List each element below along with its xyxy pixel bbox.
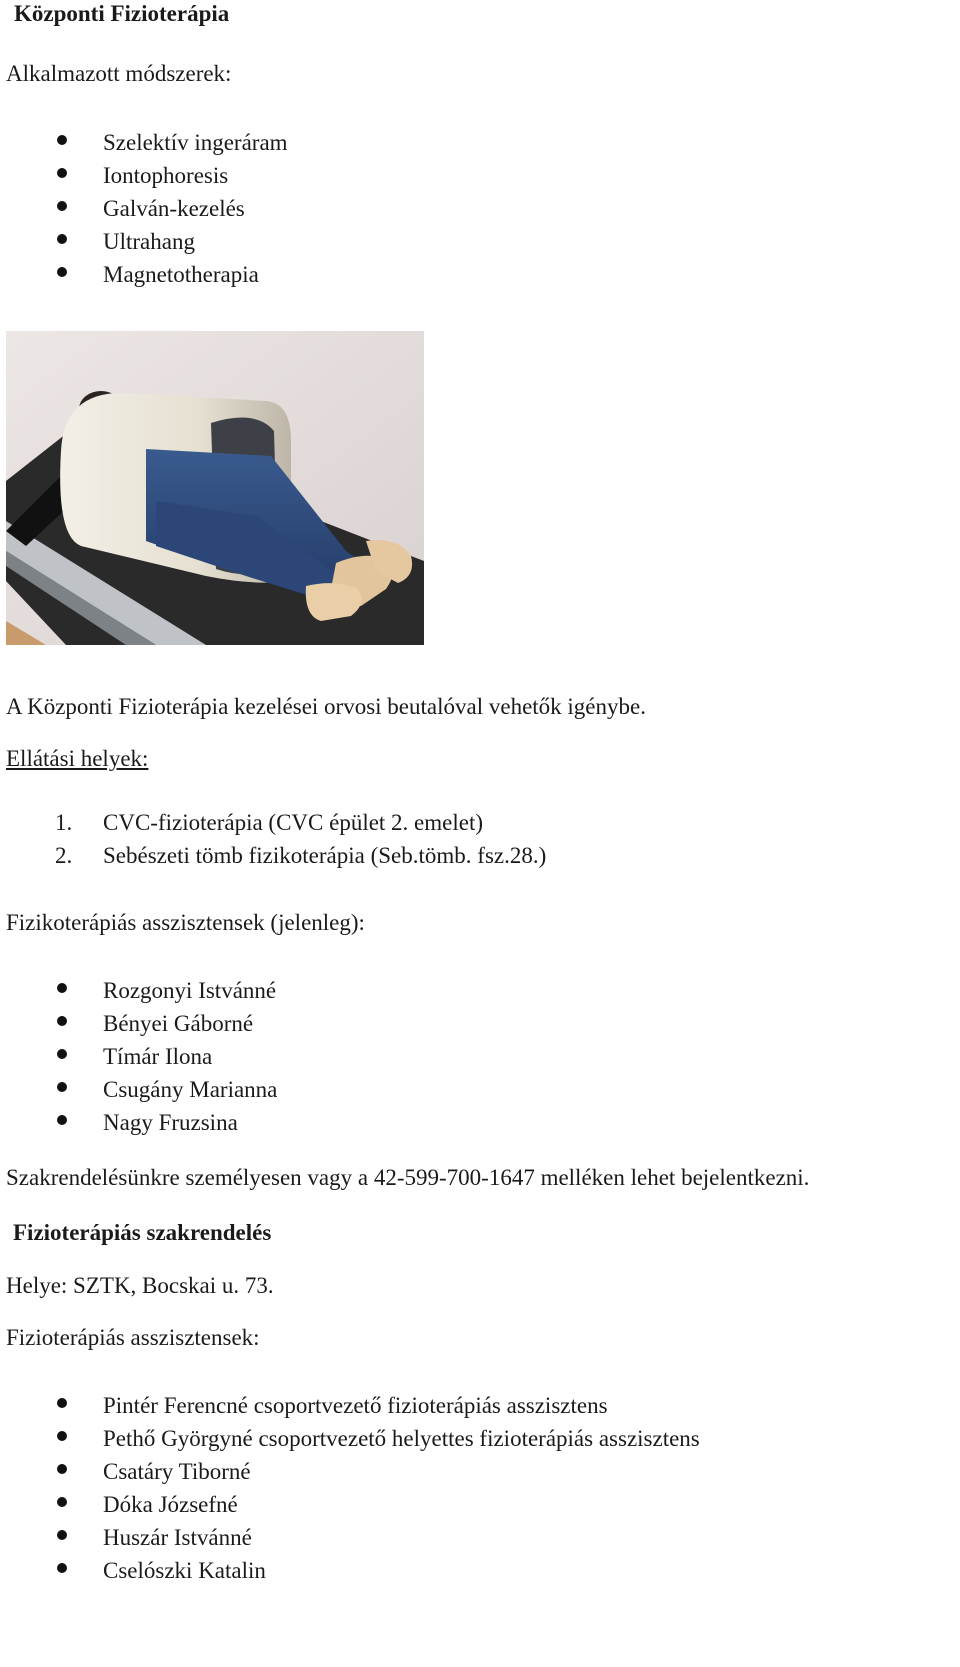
- bullet-icon: [57, 1082, 67, 1092]
- assistants-list: [0, 979, 277, 1144]
- outpatient-staff-heading: Fizioterápiás asszisztensek:: [6, 1325, 260, 1350]
- bullet-icon: [57, 1016, 67, 1026]
- list-item: Huszár Istvánné: [0, 1526, 700, 1559]
- assistants-heading: Fizikoterápiás asszisztensek (jelenleg):: [6, 910, 365, 935]
- list-item: Dóka Józsefné: [0, 1493, 700, 1526]
- locations-list: [0, 811, 546, 877]
- list-item: Nagy Fruzsina: [0, 1111, 277, 1144]
- outpatient-location: Helye: SZTK, Bocskai u. 73.: [6, 1273, 274, 1298]
- outpatient-staff-list: [0, 1394, 700, 1592]
- locations-heading: Ellátási helyek:: [6, 746, 149, 771]
- referral-text: A Központi Fizioterápia kezelései orvosi beutalóval vehetők igénybe.: [6, 694, 646, 719]
- list-item: Szelektív ingeráram: [0, 131, 288, 164]
- bullet-icon: [57, 1049, 67, 1059]
- list-item: Pethő Györgyné csoportvezető helyettes fizioterápiás asszisztens: [0, 1427, 700, 1460]
- outpatient-title: Fizioterápiás szakrendelés: [13, 1220, 272, 1245]
- bullet-icon: [57, 1563, 67, 1573]
- bullet-icon: [57, 168, 67, 178]
- bullet-icon: [57, 1115, 67, 1125]
- bullet-icon: [57, 1431, 67, 1441]
- page-title: Központi Fizioterápia: [14, 1, 230, 26]
- bullet-icon: [57, 135, 67, 145]
- list-item: Ultrahang: [0, 230, 288, 263]
- list-item: Cselószki Katalin: [0, 1559, 700, 1592]
- bullet-icon: [57, 1464, 67, 1474]
- methods-list: [0, 131, 288, 296]
- registration-text: Szakrendelésünkre személyesen vagy a 42-599-700-1647 melléken lehet bejelentkezni.: [6, 1165, 810, 1190]
- bullet-icon: [57, 1497, 67, 1507]
- list-item: Csatáry Tiborné: [0, 1460, 700, 1493]
- bullet-icon: [57, 201, 67, 211]
- bullet-icon: [57, 1530, 67, 1540]
- bullet-icon: [57, 1398, 67, 1408]
- list-item: 1. CVC-fizioterápia (CVC épület 2. emelet): [55, 810, 484, 835]
- list-item: Csugány Marianna: [0, 1078, 277, 1111]
- bullet-icon: [57, 234, 67, 244]
- list-item: Magnetotherapia: [0, 263, 288, 296]
- bullet-icon: [57, 267, 67, 277]
- list-item: Tímár Ilona: [0, 1045, 277, 1078]
- list-item: 2. Sebészeti tömb fizikoterápia (Seb.tömb. fsz.28.): [55, 843, 547, 868]
- list-item: Galván-kezelés: [0, 197, 288, 230]
- methods-heading: Alkalmazott módszerek:: [6, 61, 232, 86]
- list-item: Iontophoresis: [0, 164, 288, 197]
- bullet-icon: [57, 983, 67, 993]
- list-item: Rozgonyi Istvánné: [0, 979, 277, 1012]
- list-item: Pintér Ferencné csoportvezető fizioterápiás asszisztens: [0, 1394, 700, 1427]
- list-item: Bényei Gáborné: [0, 1012, 277, 1045]
- magnetotherapy-photo: [6, 331, 424, 645]
